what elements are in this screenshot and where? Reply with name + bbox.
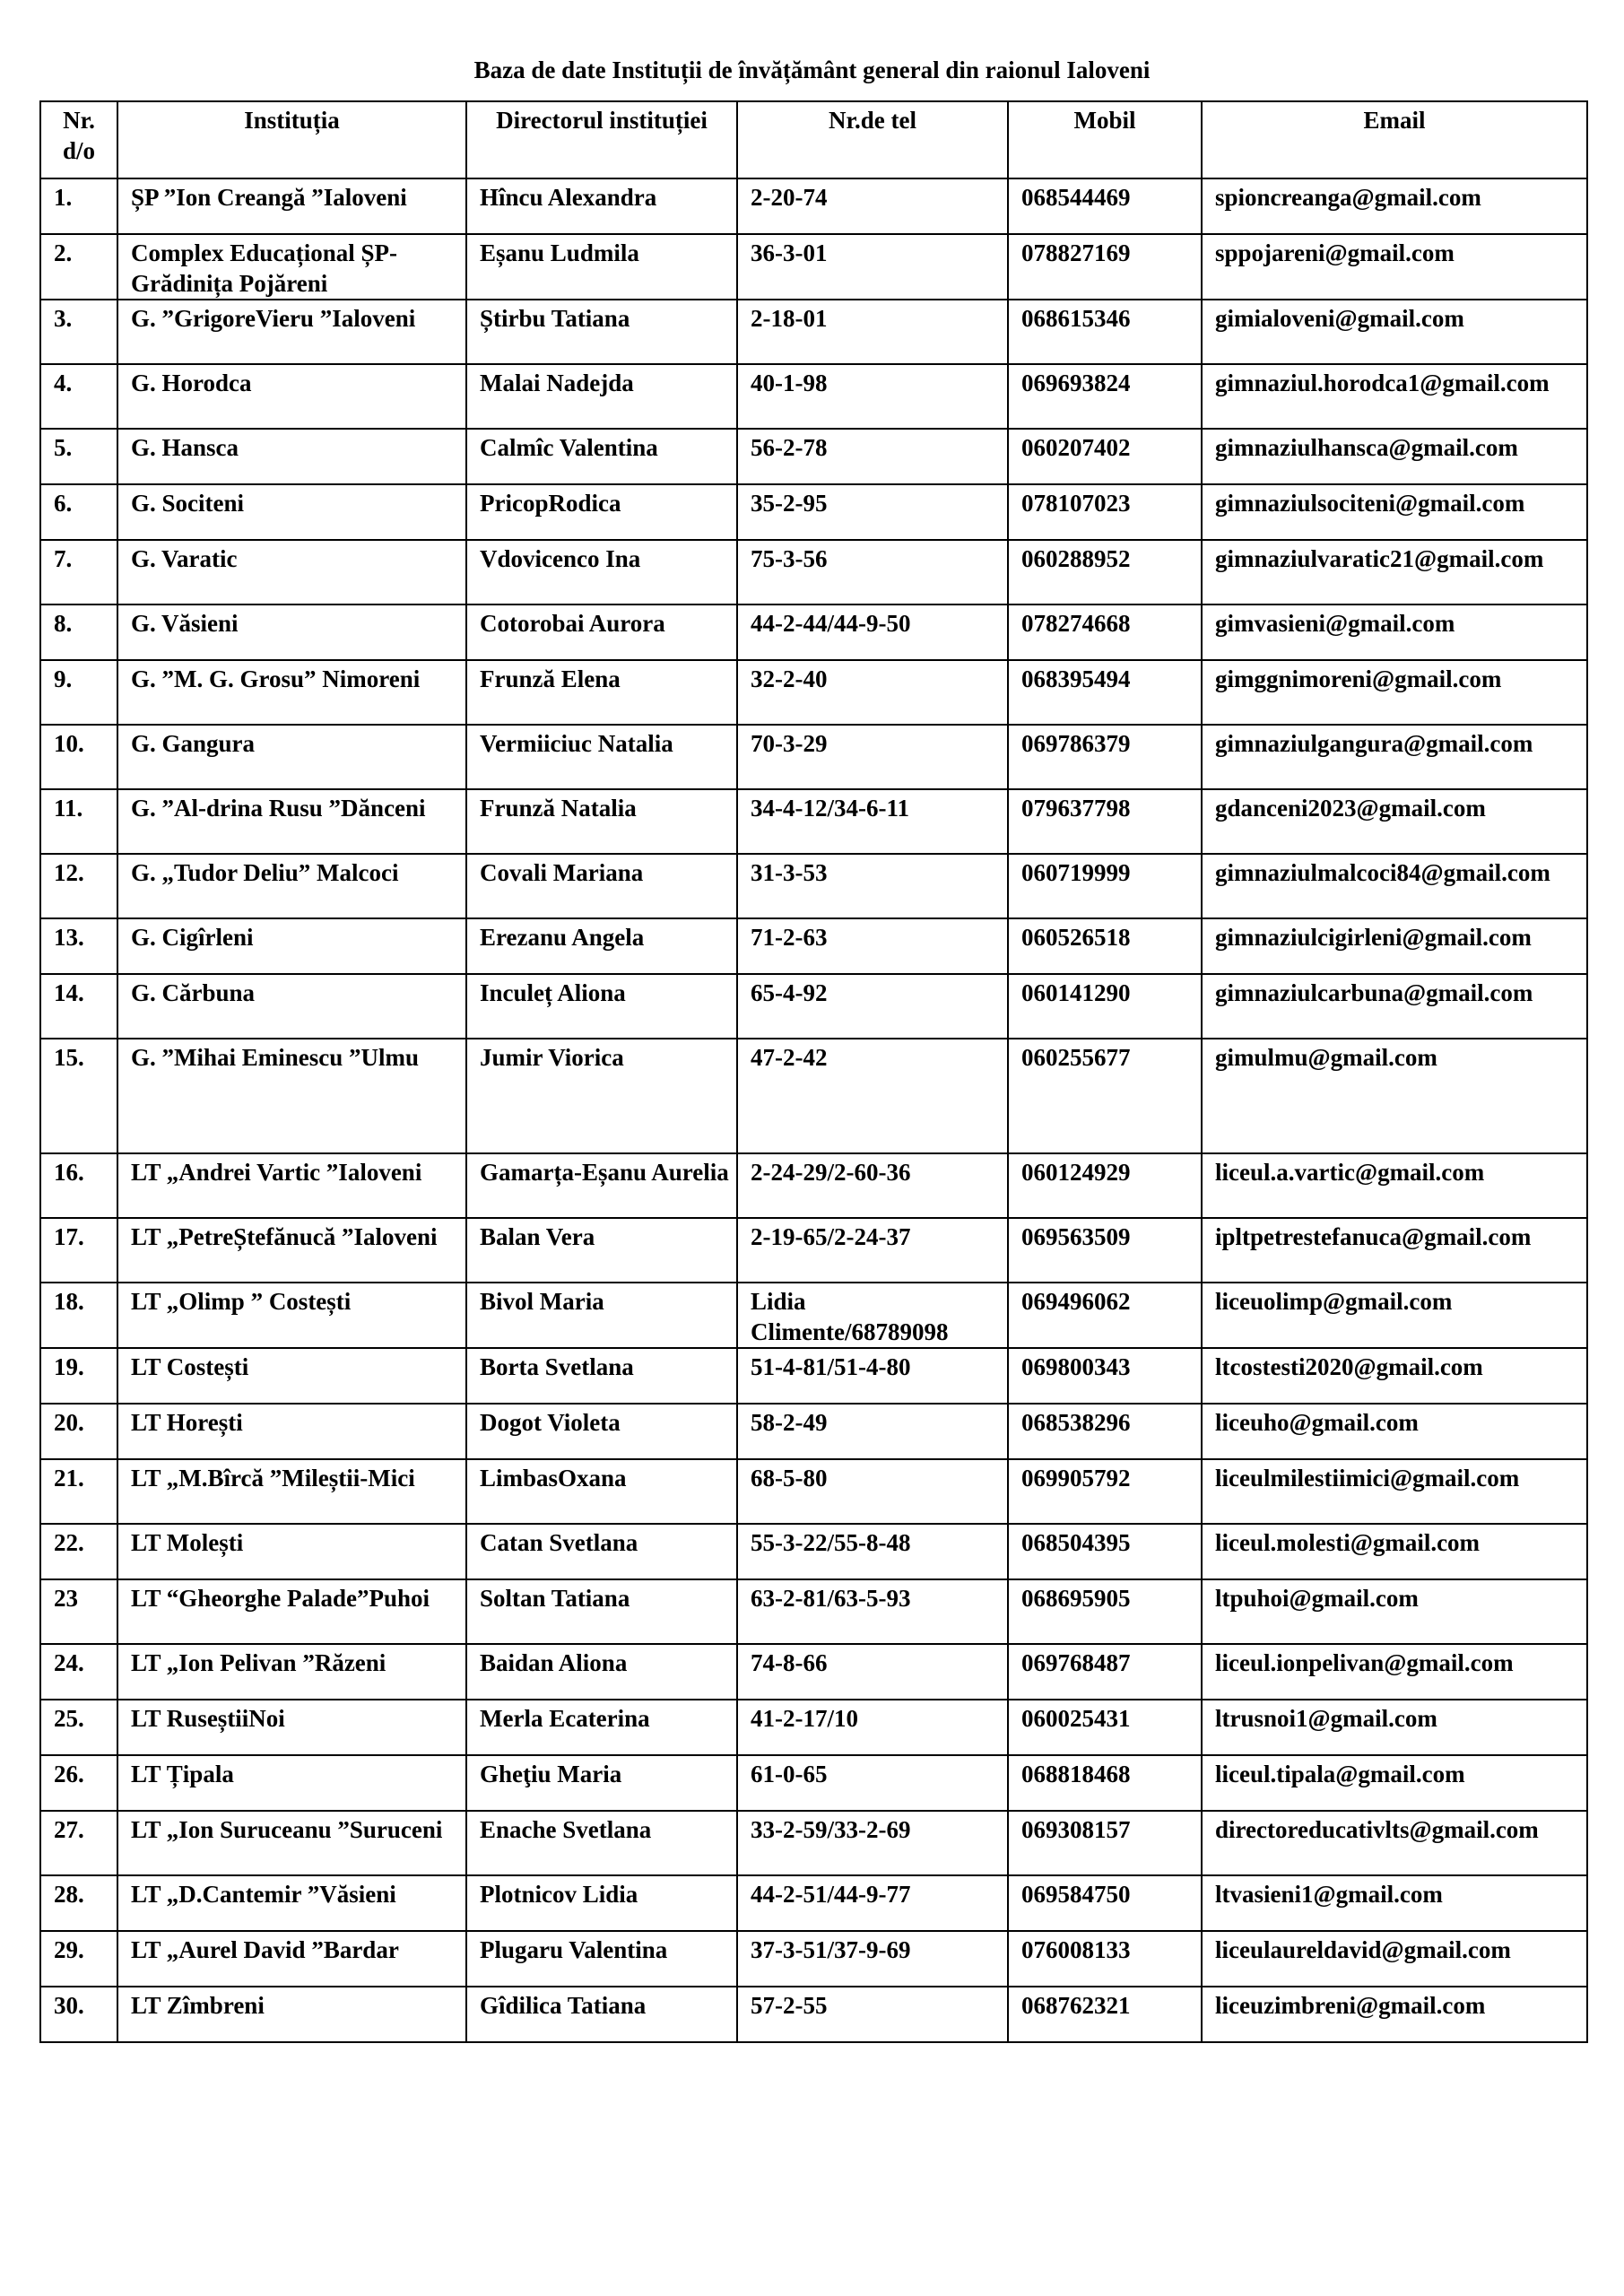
- table-row: [40, 604, 1587, 660]
- director-name: Vdovicenco Ina: [466, 540, 737, 604]
- table-row: [40, 484, 1587, 540]
- header-row: [40, 101, 1587, 178]
- email-address: liceulaureldavid@gmail.com: [1202, 1931, 1587, 1987]
- mobile-number: 069693824: [1008, 364, 1202, 429]
- director-name: Balan Vera: [466, 1218, 737, 1283]
- director-name: Catan Svetlana: [466, 1524, 737, 1579]
- phone-number: 71-2-63: [737, 918, 1008, 974]
- mobile-number: 060124929: [1008, 1153, 1202, 1218]
- director-name: Știrbu Tatiana: [466, 300, 737, 364]
- institution-name: LT „D.Cantemir ”Văsieni: [117, 1875, 466, 1931]
- phone-number: 32-2-40: [737, 660, 1008, 725]
- table-row: [40, 1811, 1587, 1875]
- institution-name: G. Hansca: [117, 429, 466, 484]
- email-address: gimialoveni@gmail.com: [1202, 300, 1587, 364]
- email-address: gimnaziulgangura@gmail.com: [1202, 725, 1587, 789]
- mobile-number: 060207402: [1008, 429, 1202, 484]
- table-row: [40, 1283, 1587, 1348]
- table-row: [40, 1404, 1587, 1459]
- director-name: Eșanu Ludmila: [466, 234, 737, 300]
- institution-name: G. ”GrigoreVieru ”Ialoveni: [117, 300, 466, 364]
- email-address: ltpuhoi@gmail.com: [1202, 1579, 1587, 1644]
- phone-number: 57-2-55: [737, 1987, 1008, 2042]
- mobile-number: 068544469: [1008, 178, 1202, 234]
- email-address: liceul.a.vartic@gmail.com: [1202, 1153, 1587, 1218]
- page-title: Baza de date Instituții de învățământ general din raionul Ialoveni: [473, 57, 1151, 83]
- institution-name: G. Văsieni: [117, 604, 466, 660]
- table-row: [40, 1579, 1587, 1644]
- phone-number: 47-2-42: [737, 1039, 1008, 1153]
- director-name: Calmîc Valentina: [466, 429, 737, 484]
- institution-name: G. Cărbuna: [117, 974, 466, 1039]
- phone-number: 2-19-65/2-24-37: [737, 1218, 1008, 1283]
- institution-name: LT “Gheorghe Palade”Puhoi: [117, 1579, 466, 1644]
- phone-number: 41-2-17/10: [737, 1700, 1008, 1755]
- mobile-number: 078107023: [1008, 484, 1202, 540]
- row-number: 13.: [40, 918, 117, 974]
- table-row: [40, 854, 1587, 918]
- header-institution: Instituția: [117, 101, 466, 178]
- row-number: 7.: [40, 540, 117, 604]
- mobile-number: 069584750: [1008, 1875, 1202, 1931]
- table-row: [40, 660, 1587, 725]
- table-row: [40, 540, 1587, 604]
- email-address: ltvasieni1@gmail.com: [1202, 1875, 1587, 1931]
- row-number: 30.: [40, 1987, 117, 2042]
- table-row: [40, 1987, 1587, 2042]
- phone-number: 58-2-49: [737, 1404, 1008, 1459]
- table-row: [40, 1755, 1587, 1811]
- row-number: 24.: [40, 1644, 117, 1700]
- email-address: gimulmu@gmail.com: [1202, 1039, 1587, 1153]
- email-address: gimvasieni@gmail.com: [1202, 604, 1587, 660]
- director-name: Gheţiu Maria: [466, 1755, 737, 1811]
- phone-number: 40-1-98: [737, 364, 1008, 429]
- institution-name: G. ”Mihai Eminescu ”Ulmu: [117, 1039, 466, 1153]
- director-name: Gamarța-Eșanu Aurelia: [466, 1153, 737, 1218]
- row-number: 5.: [40, 429, 117, 484]
- institution-name: LT „Olimp ” Costești: [117, 1283, 466, 1348]
- mobile-number: 068818468: [1008, 1755, 1202, 1811]
- phone-number: 2-24-29/2-60-36: [737, 1153, 1008, 1218]
- email-address: directoreducativlts@gmail.com: [1202, 1811, 1587, 1875]
- phone-number: 2-20-74: [737, 178, 1008, 234]
- table-row: [40, 1700, 1587, 1755]
- mobile-number: 068615346: [1008, 300, 1202, 364]
- institution-name: G. Varatic: [117, 540, 466, 604]
- mobile-number: 069786379: [1008, 725, 1202, 789]
- mobile-number: 060141290: [1008, 974, 1202, 1039]
- institution-name: LT „PetreȘtefănucă ”Ialoveni: [117, 1218, 466, 1283]
- phone-number: 2-18-01: [737, 300, 1008, 364]
- mobile-number: 069800343: [1008, 1348, 1202, 1404]
- director-name: Jumir Viorica: [466, 1039, 737, 1153]
- table-row: [40, 1524, 1587, 1579]
- institution-name: LT „Andrei Vartic ”Ialoveni: [117, 1153, 466, 1218]
- row-number: 22.: [40, 1524, 117, 1579]
- mobile-number: 079637798: [1008, 789, 1202, 854]
- director-name: Baidan Aliona: [466, 1644, 737, 1700]
- phone-number: 55-3-22/55-8-48: [737, 1524, 1008, 1579]
- mobile-number: 068395494: [1008, 660, 1202, 725]
- row-number: 9.: [40, 660, 117, 725]
- phone-number: 74-8-66: [737, 1644, 1008, 1700]
- email-address: ltrusnoi1@gmail.com: [1202, 1700, 1587, 1755]
- phone-number: 37-3-51/37-9-69: [737, 1931, 1008, 1987]
- director-name: Erezanu Angela: [466, 918, 737, 974]
- row-number: 29.: [40, 1931, 117, 1987]
- email-address: liceul.molesti@gmail.com: [1202, 1524, 1587, 1579]
- director-name: Enache Svetlana: [466, 1811, 737, 1875]
- email-address: gimnaziulsociteni@gmail.com: [1202, 484, 1587, 540]
- mobile-number: 060025431: [1008, 1700, 1202, 1755]
- row-number: 3.: [40, 300, 117, 364]
- mobile-number: 069563509: [1008, 1218, 1202, 1283]
- row-number: 1.: [40, 178, 117, 234]
- director-name: Malai Nadejda: [466, 364, 737, 429]
- email-address: liceul.ionpelivan@gmail.com: [1202, 1644, 1587, 1700]
- institution-name: LT Costești: [117, 1348, 466, 1404]
- director-name: Dogot Violeta: [466, 1404, 737, 1459]
- director-name: Frunză Elena: [466, 660, 737, 725]
- row-number: 25.: [40, 1700, 117, 1755]
- header-mobile: Mobil: [1008, 101, 1202, 178]
- email-address: gimnaziul.horodca1@gmail.com: [1202, 364, 1587, 429]
- director-name: Plugaru Valentina: [466, 1931, 737, 1987]
- table-row: [40, 789, 1587, 854]
- table-row: [40, 364, 1587, 429]
- row-number: 17.: [40, 1218, 117, 1283]
- institution-name: G. ”Al-drina Rusu ”Dănceni: [117, 789, 466, 854]
- mobile-number: 068538296: [1008, 1404, 1202, 1459]
- email-address: gimnaziulvaratic21@gmail.com: [1202, 540, 1587, 604]
- mobile-number: 078274668: [1008, 604, 1202, 660]
- institution-name: LT Țipala: [117, 1755, 466, 1811]
- mobile-number: 076008133: [1008, 1931, 1202, 1987]
- institution-name: Complex Educațional ȘP-Grădinița Pojăreni: [117, 234, 466, 300]
- row-number: 6.: [40, 484, 117, 540]
- phone-number: 36-3-01: [737, 234, 1008, 300]
- director-name: Bivol Maria: [466, 1283, 737, 1348]
- mobile-number: 069905792: [1008, 1459, 1202, 1524]
- table-row: [40, 725, 1587, 789]
- row-number: 19.: [40, 1348, 117, 1404]
- email-address: gimnaziulcigirleni@gmail.com: [1202, 918, 1587, 974]
- email-address: gimnaziulmalcoci84@gmail.com: [1202, 854, 1587, 918]
- header-phone: Nr.de tel: [737, 101, 1008, 178]
- email-address: ltcostesti2020@gmail.com: [1202, 1348, 1587, 1404]
- header-nr-label: Nr.: [63, 107, 95, 134]
- institution-name: LT Horești: [117, 1404, 466, 1459]
- row-number: 27.: [40, 1811, 117, 1875]
- row-number: 28.: [40, 1875, 117, 1931]
- institution-name: LT Zîmbreni: [117, 1987, 466, 2042]
- director-name: Covali Mariana: [466, 854, 737, 918]
- mobile-number: 069768487: [1008, 1644, 1202, 1700]
- mobile-number: 068762321: [1008, 1987, 1202, 2042]
- institutions-table: [39, 100, 1588, 2043]
- director-name: Gîdilica Tatiana: [466, 1987, 737, 2042]
- row-number: 14.: [40, 974, 117, 1039]
- table-row: [40, 1039, 1587, 1153]
- table-row: [40, 1153, 1587, 1218]
- table-body: [40, 178, 1587, 2042]
- institution-name: LT Molești: [117, 1524, 466, 1579]
- row-number: 11.: [40, 789, 117, 854]
- email-address: gimnaziulhansca@gmail.com: [1202, 429, 1587, 484]
- phone-number: 63-2-81/63-5-93: [737, 1579, 1008, 1644]
- email-address: spioncreanga@gmail.com: [1202, 178, 1587, 234]
- mobile-number: 060255677: [1008, 1039, 1202, 1153]
- table-row: [40, 300, 1587, 364]
- director-name: Hîncu Alexandra: [466, 178, 737, 234]
- director-name: Inculeț Aliona: [466, 974, 737, 1039]
- table-row: [40, 1931, 1587, 1987]
- row-number: 26.: [40, 1755, 117, 1811]
- phone-number: 44-2-44/44-9-50: [737, 604, 1008, 660]
- table-row: [40, 429, 1587, 484]
- phone-number: 51-4-81/51-4-80: [737, 1348, 1008, 1404]
- email-address: ipltpetrestefanuca@gmail.com: [1202, 1218, 1587, 1283]
- phone-number: 75-3-56: [737, 540, 1008, 604]
- email-address: liceuho@gmail.com: [1202, 1404, 1587, 1459]
- email-address: gimnaziulcarbuna@gmail.com: [1202, 974, 1587, 1039]
- row-number: 4.: [40, 364, 117, 429]
- director-name: Vermiiciuc Natalia: [466, 725, 737, 789]
- email-address: sppojareni@gmail.com: [1202, 234, 1587, 300]
- email-address: liceulmilestiimici@gmail.com: [1202, 1459, 1587, 1524]
- phone-number: 33-2-59/33-2-69: [737, 1811, 1008, 1875]
- institution-name: G. Gangura: [117, 725, 466, 789]
- table-row: [40, 1644, 1587, 1700]
- institution-name: G. Cigîrleni: [117, 918, 466, 974]
- table-row: [40, 178, 1587, 234]
- row-number: 15.: [40, 1039, 117, 1153]
- director-name: Soltan Tatiana: [466, 1579, 737, 1644]
- institution-name: LT „M.Bîrcă ”Mileștii-Mici: [117, 1459, 466, 1524]
- mobile-number: 068504395: [1008, 1524, 1202, 1579]
- institution-name: LT „Ion Suruceanu ”Suruceni: [117, 1811, 466, 1875]
- institution-name: LT „Aurel David ”Bardar: [117, 1931, 466, 1987]
- mobile-number: 060288952: [1008, 540, 1202, 604]
- phone-number: 34-4-12/34-6-11: [737, 789, 1008, 854]
- row-number: 10.: [40, 725, 117, 789]
- director-name: Cotorobai Aurora: [466, 604, 737, 660]
- mobile-number: 060719999: [1008, 854, 1202, 918]
- director-name: PricopRodica: [466, 484, 737, 540]
- phone-number: 35-2-95: [737, 484, 1008, 540]
- phone-number: 56-2-78: [737, 429, 1008, 484]
- director-name: Plotnicov Lidia: [466, 1875, 737, 1931]
- director-name: LimbasOxana: [466, 1459, 737, 1524]
- email-address: liceuolimp@gmail.com: [1202, 1283, 1587, 1348]
- table-row: [40, 1875, 1587, 1931]
- institution-name: LT „Ion Pelivan ”Răzeni: [117, 1644, 466, 1700]
- mobile-number: 069308157: [1008, 1811, 1202, 1875]
- institution-name: ȘP ”Ion Creangă ”Ialoveni: [117, 178, 466, 234]
- table-row: [40, 918, 1587, 974]
- institution-name: G. ”M. G. Grosu” Nimoreni: [117, 660, 466, 725]
- phone-number: 65-4-92: [737, 974, 1008, 1039]
- table-row: [40, 234, 1587, 300]
- header-nr: [40, 101, 117, 178]
- table-row: [40, 1459, 1587, 1524]
- phone-number: Lidia Climente/68789098: [737, 1283, 1008, 1348]
- director-name: Borta Svetlana: [466, 1348, 737, 1404]
- phone-number: 61-0-65: [737, 1755, 1008, 1811]
- row-number: 18.: [40, 1283, 117, 1348]
- phone-number: 31-3-53: [737, 854, 1008, 918]
- header-email: Email: [1202, 101, 1587, 178]
- header-director: Directorul instituției: [466, 101, 737, 178]
- mobile-number: 060526518: [1008, 918, 1202, 974]
- table-row: [40, 1348, 1587, 1404]
- phone-number: 70-3-29: [737, 725, 1008, 789]
- email-address: liceuzimbreni@gmail.com: [1202, 1987, 1587, 2042]
- row-number: 12.: [40, 854, 117, 918]
- header-do-label: d/o: [62, 137, 96, 164]
- table-row: [40, 1218, 1587, 1283]
- row-number: 20.: [40, 1404, 117, 1459]
- row-number: 16.: [40, 1153, 117, 1218]
- mobile-number: 069496062: [1008, 1283, 1202, 1348]
- mobile-number: 078827169: [1008, 234, 1202, 300]
- email-address: liceul.tipala@gmail.com: [1202, 1755, 1587, 1811]
- institution-name: G. „Tudor Deliu” Malcoci: [117, 854, 466, 918]
- row-number: 8.: [40, 604, 117, 660]
- row-number: 23: [40, 1579, 117, 1644]
- institution-name: LT RuseștiiNoi: [117, 1700, 466, 1755]
- row-number: 21.: [40, 1459, 117, 1524]
- institution-name: G. Horodca: [117, 364, 466, 429]
- director-name: Frunză Natalia: [466, 789, 737, 854]
- email-address: gdanceni2023@gmail.com: [1202, 789, 1587, 854]
- phone-number: 44-2-51/44-9-77: [737, 1875, 1008, 1931]
- mobile-number: 068695905: [1008, 1579, 1202, 1644]
- institution-name: G. Sociteni: [117, 484, 466, 540]
- email-address: gimggnimoreni@gmail.com: [1202, 660, 1587, 725]
- director-name: Merla Ecaterina: [466, 1700, 737, 1755]
- table-row: [40, 974, 1587, 1039]
- phone-number: 68-5-80: [737, 1459, 1008, 1524]
- row-number: 2.: [40, 234, 117, 300]
